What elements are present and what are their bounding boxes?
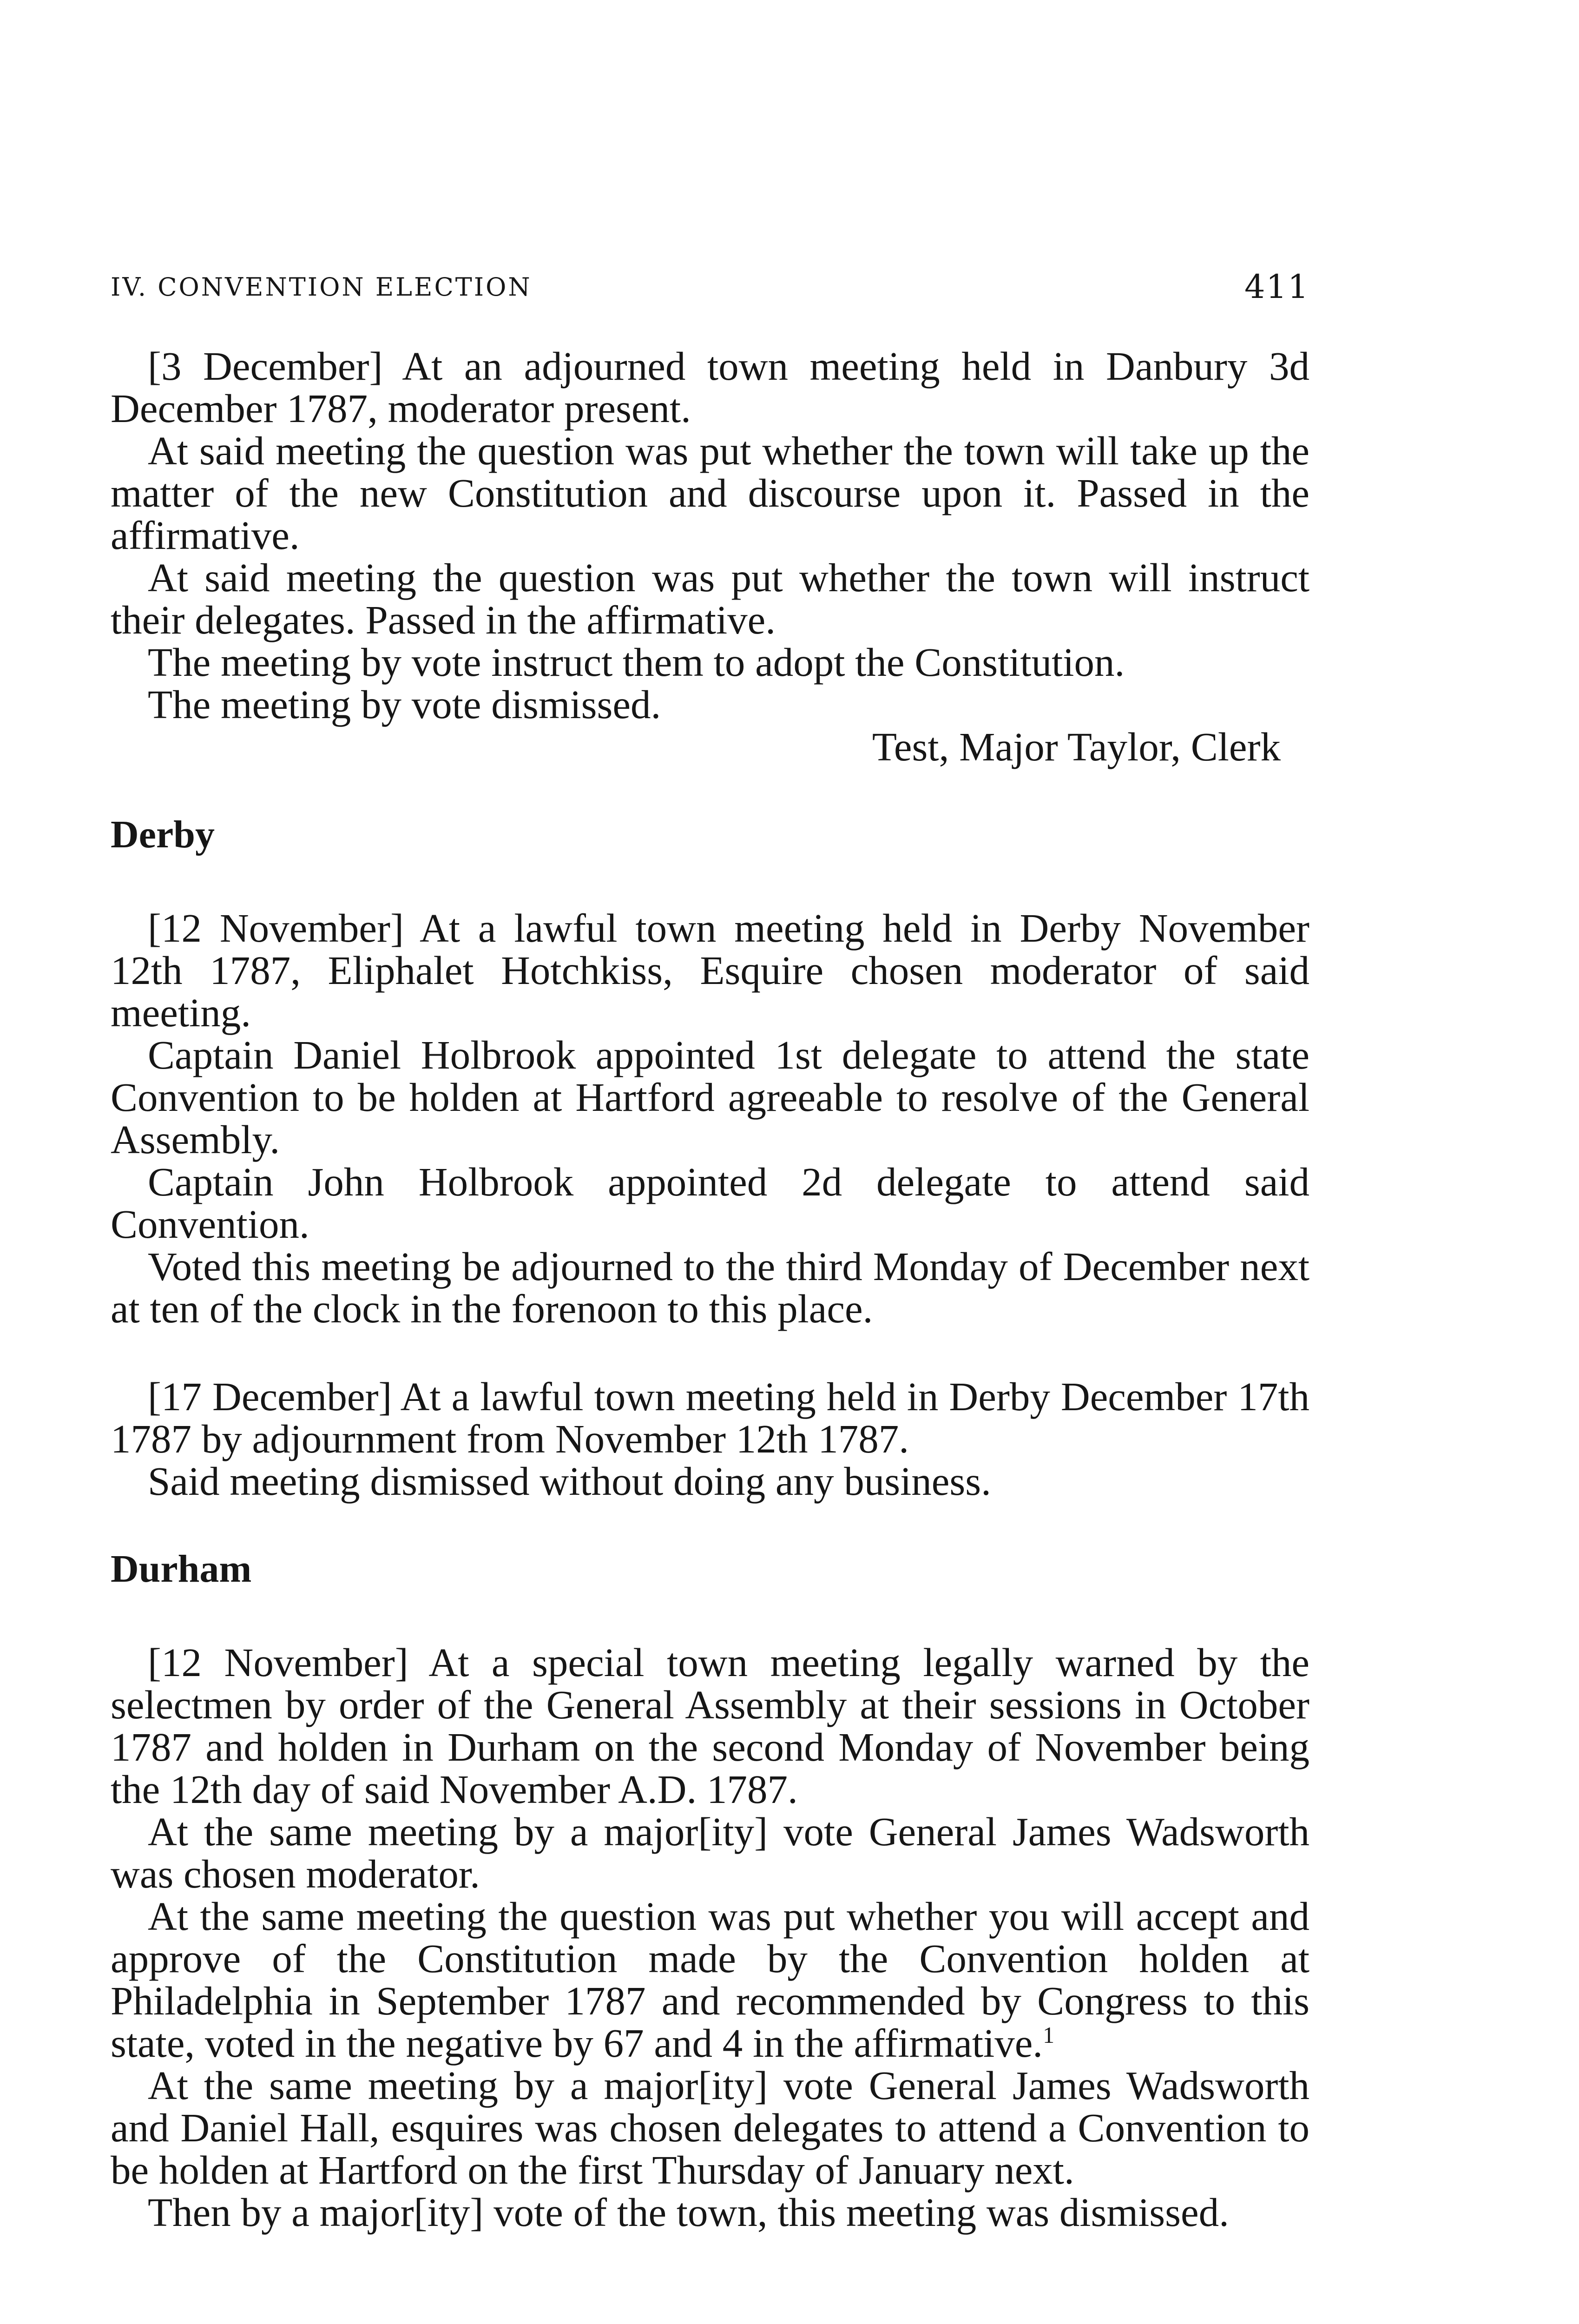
section-heading-durham: Durham xyxy=(111,1547,252,1591)
derby-paragraph-4: Voted this meeting be adjourned to the third Monday of December next at ten of the clock in the forenoon to this place. xyxy=(111,1244,1309,1331)
danbury-attestation: Test, Major Taylor, Clerk xyxy=(872,724,1281,769)
footnote-marker: 1 xyxy=(1043,2022,1055,2048)
running-head: IV. CONVENTION ELECTION xyxy=(111,272,532,302)
derby-paragraph-1: [12 November] At a lawful town meeting held in Derby November 12th 1787, Eliphalet Hotchkiss, Esquire chosen moderator of said meeting. xyxy=(111,905,1309,1035)
derby-paragraph-6: Said meeting dismissed without doing any business. xyxy=(148,1459,991,1504)
durham-paragraph-4: At the same meeting by a major[ity] vote General James Wadsworth and Daniel Hall, esquires was chosen delegates to attend a Convention to be holden at Hartford on the first Thursday of January next. xyxy=(111,2063,1309,2192)
durham-paragraph-3 xyxy=(111,1895,1309,2064)
danbury-paragraph-2: At said meeting the question was put whether the town will take up the matter of the new Constitution and discourse upon it. Passed in the affirmative. xyxy=(111,428,1309,558)
page-number: 411 xyxy=(1244,268,1309,306)
durham-paragraph-2: At the same meeting by a major[ity] vote General James Wadsworth was chosen moderator. xyxy=(111,1809,1309,1896)
danbury-paragraph-4: The meeting by vote instruct them to adopt the Constitution. xyxy=(148,640,1125,685)
danbury-paragraph-1: [3 December] At an adjourned town meeting held in Danbury 3d December 1787, moderator present. xyxy=(111,343,1309,431)
body-text xyxy=(111,345,1309,2233)
derby-paragraph-3: Captain John Holbrook appointed 2d delegate to attend said Convention. xyxy=(111,1159,1309,1247)
durham-paragraph-5: Then by a major[ity] vote of the town, this meeting was dismissed. xyxy=(148,2190,1229,2235)
derby-paragraph-2: Captain Daniel Holbrook appointed 1st delegate to attend the state Convention to be holden at Hartford agreeable to resolve of the General Assembly. xyxy=(111,1032,1309,1162)
durham-paragraph-3-text: At the same meeting the question was put whether you will accept and approve of the Constitution made by the Convention holden at Philadelphia in September 1787 and recommended by Congress to this state, voted in the negative by 67 and 4 in the affirmative. xyxy=(111,1894,1309,2066)
durham-paragraph-1: [12 November] At a special town meeting legally warned by the selectmen by order of the General Assembly at their sessions in October 1787 and holden in Durham on the second Monday of November being the 12th day of said November A.D. 1787. xyxy=(111,1640,1309,1812)
danbury-paragraph-5: The meeting by vote dismissed. xyxy=(148,682,661,727)
section-heading-derby: Derby xyxy=(111,813,215,856)
danbury-paragraph-3: At said meeting the question was put whether the town will instruct their delegates. Passed in the affirmative. xyxy=(111,555,1309,642)
derby-paragraph-5: [17 December] At a lawful town meeting held in Derby December 17th 1787 by adjournment from November 12th 1787. xyxy=(111,1374,1309,1461)
